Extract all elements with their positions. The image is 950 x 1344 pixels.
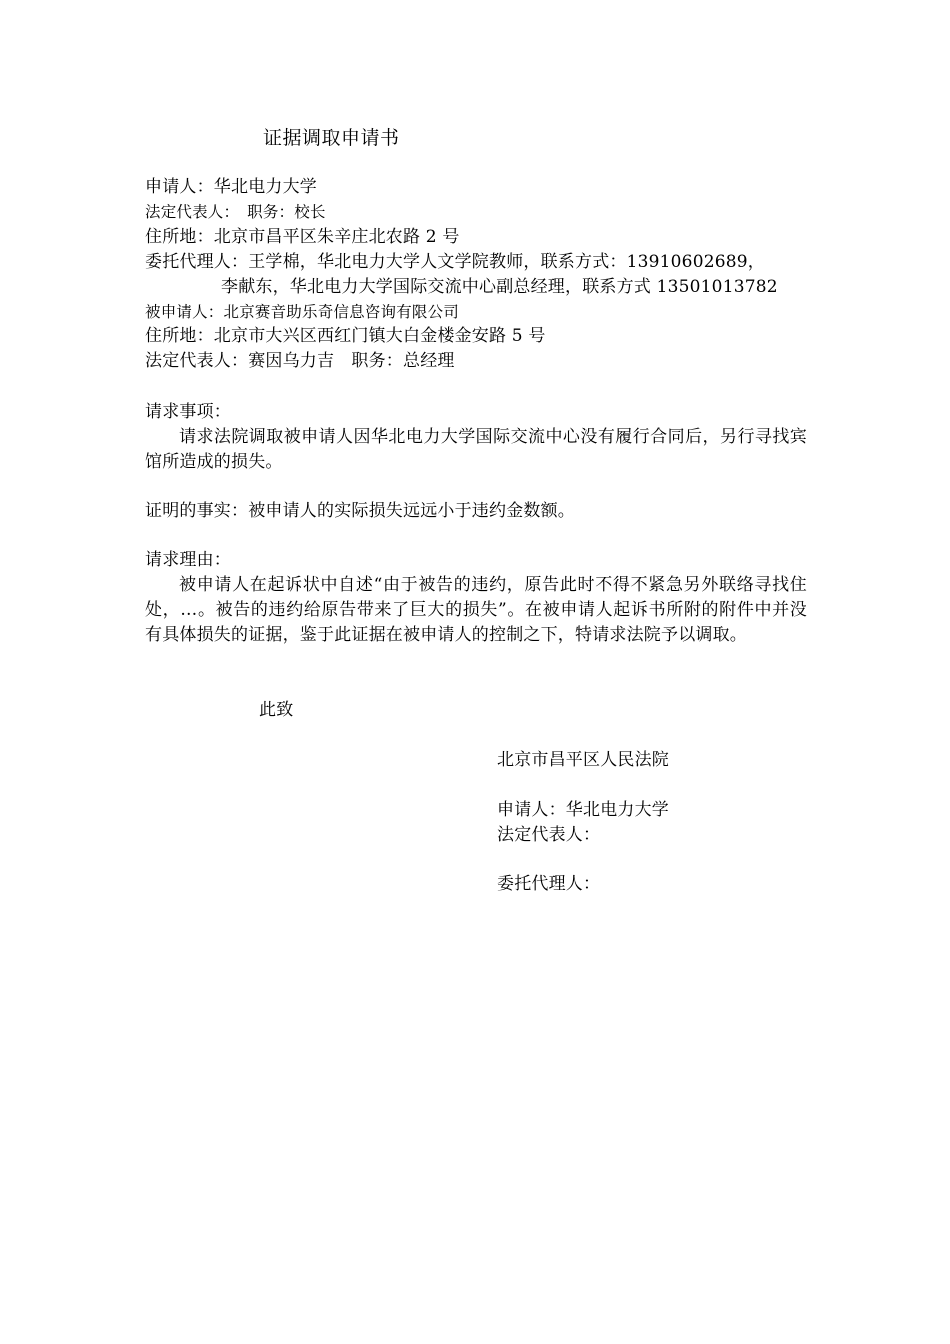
reasons-body: 被申请人在起诉状中自述“由于被告的违约，原告此时不得不紧急另外联络寻找住处，…。被告的违约给原告带来了巨大的损失”。在被申请人起诉书所附的附件中并没有具体损失的证据，鉴于此证据在被申请人的控制之下，特请求法院予以调取。 bbox=[145, 575, 807, 645]
reasons-heading: 请求理由： bbox=[145, 550, 231, 570]
proven-facts: 证明的事实：被申请人的实际损失远远小于违约金数额。 bbox=[145, 501, 575, 521]
salutation: 此致 bbox=[259, 700, 294, 720]
request-body: 请求法院调取被申请人因华北电力大学国际交流中心没有履行合同后，另行寻找宾馆所造成的损失。 bbox=[145, 427, 807, 472]
applicant-legal-representative: 法定代表人： 职务：校长 bbox=[145, 203, 326, 221]
court-name: 北京市昌平区人民法院 bbox=[497, 750, 669, 770]
applicant-address: 住所地：北京市昌平区朱辛庄北农路 2 号 bbox=[145, 227, 460, 247]
request-heading: 请求事项： bbox=[145, 402, 231, 422]
signature-agent: 委托代理人： bbox=[497, 874, 601, 894]
applicant-name: 申请人：华北电力大学 bbox=[145, 177, 317, 197]
respondent-legal-representative: 法定代表人：赛因乌力吉 职务：总经理 bbox=[145, 351, 455, 371]
document-title: 证据调取申请书 bbox=[263, 127, 400, 149]
respondent-name: 被申请人：北京赛音助乐奇信息咨询有限公司 bbox=[145, 303, 460, 321]
signature-applicant: 申请人：华北电力大学 bbox=[497, 800, 669, 820]
signature-legal-representative: 法定代表人： bbox=[497, 825, 601, 845]
applicant-agent-2: 李献东，华北电力大学国际交流中心副总经理，联系方式 13501013782 bbox=[221, 277, 778, 297]
applicant-agent-1: 委托代理人：王学棉，华北电力大学人文学院教师，联系方式：13910602689， bbox=[145, 252, 765, 272]
respondent-address: 住所地：北京市大兴区西红门镇大白金楼金安路 5 号 bbox=[145, 326, 546, 346]
